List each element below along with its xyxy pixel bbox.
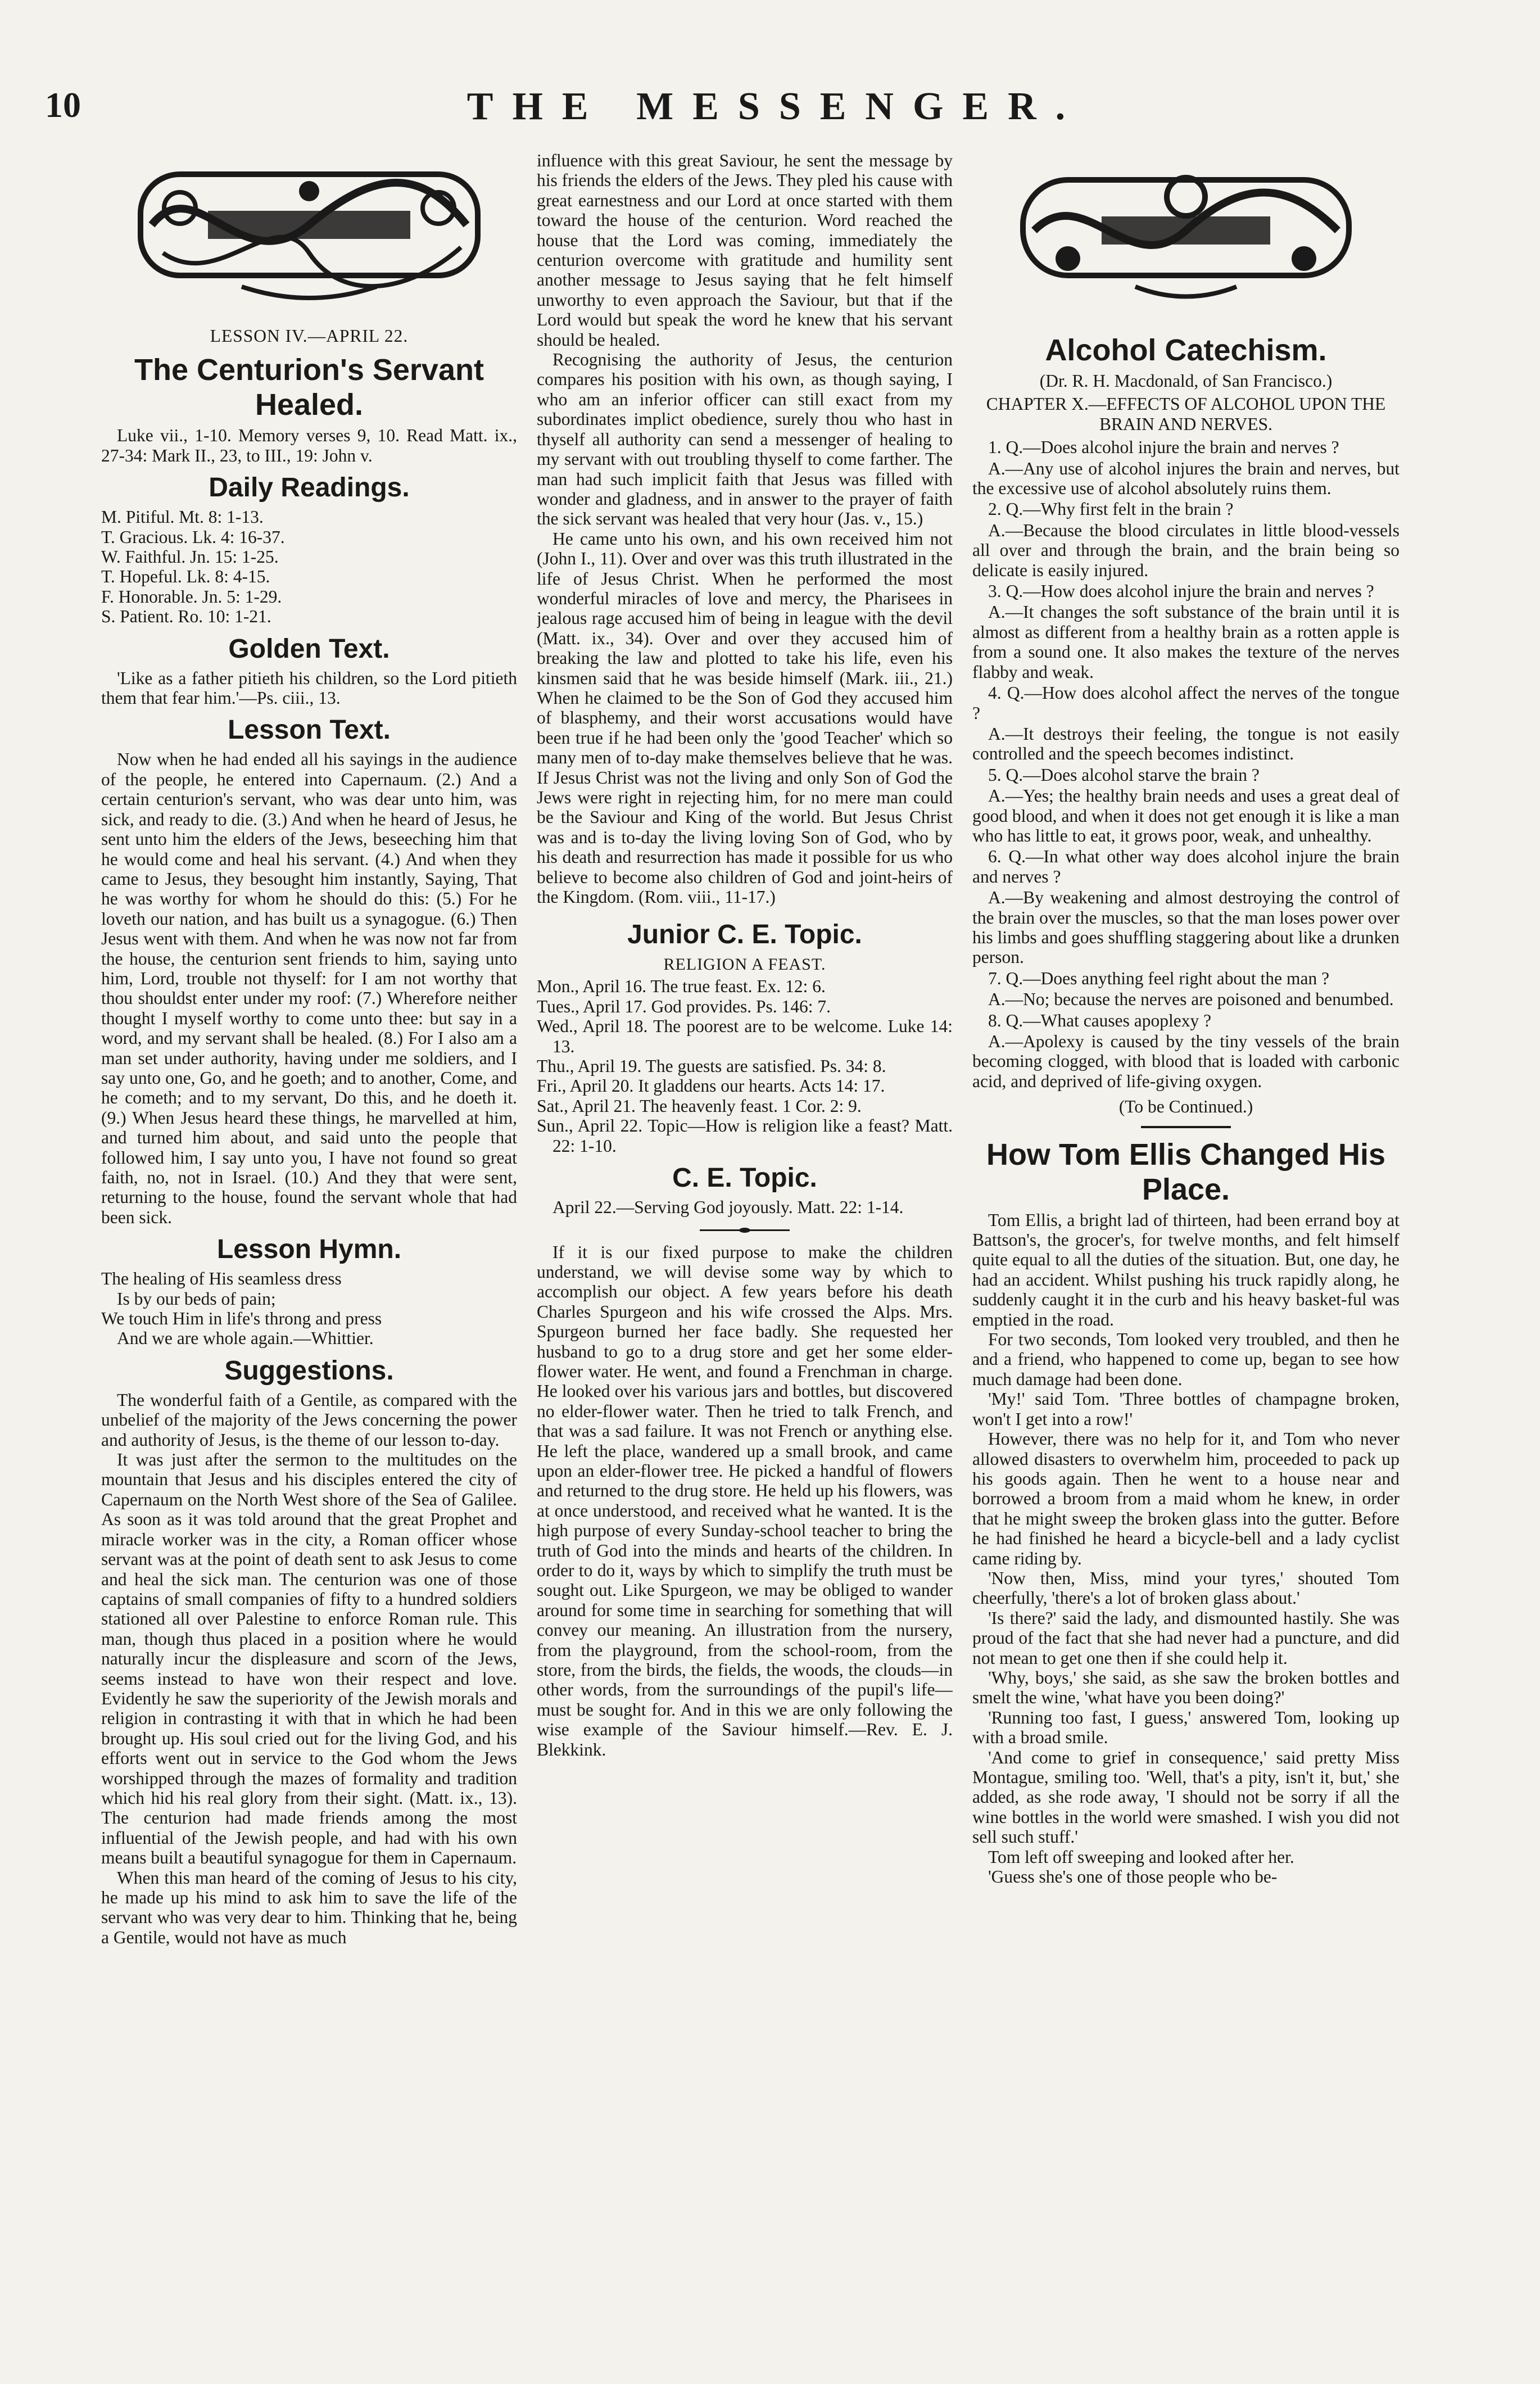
suggestions-paragraph: The wonderful faith of a Gentile, as compared with the unbelief of the majority of the Jews concerning the power and authority of Jesus, is the theme of our lesson to-day. xyxy=(101,1390,517,1450)
ce-topic: April 22.—Serving God joyously. Matt. 22: 1-14. xyxy=(552,1197,904,1218)
sunday-school-banner xyxy=(101,157,517,326)
junior-ce-subheading: RELIGION A FEAST. xyxy=(663,955,826,974)
lesson-continued-paragraph: Recognising the authority of Jesus, the centurion compares his position with his own, as though saying, I who am an inferior officer can still exact from my subordinates implict obedience, surely thou who hast in thyself all authority can send a messenger of healing to my servant with out troubling thyself to come farther. The man had such implicit faith that Jesus was filled with wonder and gladness, and in answer to the prayer of faith the sick servant was healed that very hour (Jas. v., 15.) xyxy=(537,350,953,529)
golden-text: 'Like as a father pitieth his children, so the Lord pitieth them that fear him.'—Ps. ciii., 13. xyxy=(101,668,517,708)
catechism-item: A.—By weakening and almost destroying the control of the brain over the muscles, so that the man loses power over his limbs and goes shuffling staggering about like a drunken person. xyxy=(972,888,1399,967)
daily-reading: F. Honorable. Jn. 5: 1-29. xyxy=(101,586,282,607)
page-number: 10 xyxy=(45,85,81,125)
lesson-text-heading: Lesson Text. xyxy=(228,715,391,745)
junior-ce-heading: Junior C. E. Topic. xyxy=(627,920,862,950)
lesson-hymn xyxy=(101,1269,517,1349)
catechism-item: A.—Any use of alcohol injures the brain and nerves, but the excessive use of alcohol absolutely ruins them. xyxy=(972,458,1399,499)
catechism-item: 1. Q.—Does alcohol injure the brain and nerves ? xyxy=(988,437,1339,458)
suggestions-paragraph: When this man heard of the coming of Jesus to his city, he made up his mind to ask him to save the life of the servant who was very dear to him. Thinking that he, being a Gentile, would not have as much xyxy=(101,1867,517,1947)
catechism-item: A.—It destroys their feeling, the tongue is not easily controlled and the speech becomes indistinct. xyxy=(972,723,1399,764)
column-temperance xyxy=(972,157,1399,2367)
catechism-heading: Alcohol Catechism. xyxy=(1045,333,1327,367)
junior-ce-list xyxy=(537,976,953,1156)
paper-title: THE MESSENGER. xyxy=(466,85,1085,128)
lesson-text: Now when he had ended all his sayings in the audience of the people, he entered into Capernaum. (2.) And a certain centurion's servant, who was dear unto him, was sick, and ready to die. (3.) And when he heard of Jesus, he sent unto him the elders of the Jews, beseeching him that he would come and heal his servant. (4.) And when they came to Jesus, they besought him instantly, Saying, That he was worthy for whom he should do this: (5.) For he loveth our nation, and has built us a synagogue. (6.) Then Jesus went with them. And when he was now not far from the house, the centurion sent friends to him, saying unto him, Lord, trouble not thyself: for I am not worthy that thou shouldst enter under my roof: (7.) Wherefore neither thought I myself worthy to come unto thee: but say in a word, and my servant shall be healed. (8.) For I also am a man set under authority, having under me soldiers, and I say unto one, Go, and he goeth; and to another, Come, and he cometh; and to my servant, Do this, and he doeth it. (9.) When Jesus heard these things, he marvelled at him, and turned him about, and said unto the people that followed him, I say unto you, I have not found so great faith, no, not in Israel. (10.) And they that were sent, returning to the house, found the servant whole that had been sick. xyxy=(101,749,517,1227)
temperance-banner xyxy=(972,157,1399,326)
junior-ce-day: Sat., April 21. The heavenly feast. 1 Cor. 2: 9. xyxy=(537,1096,862,1116)
to-be-continued: (To be Continued.) xyxy=(1118,1097,1253,1117)
hymn-line: And we are whole again.—Whittier. xyxy=(117,1328,374,1349)
hymn-line: Is by our beds of pain; xyxy=(117,1288,276,1309)
daily-reading: T. Hopeful. Lk. 8: 4-15. xyxy=(101,567,270,587)
catechism-chapter: CHAPTER X.—EFFECTS OF ALCOHOL UPON THE BRAIN AND NERVES. xyxy=(986,394,1386,434)
story-paragraph: 'Guess she's one of those people who be- xyxy=(988,1867,1278,1887)
catechism-item: 5. Q.—Does alcohol starve the brain ? xyxy=(988,764,1260,785)
catechism-item: 8. Q.—What causes apoplexy ? xyxy=(988,1010,1212,1030)
lesson-continued-paragraph: He came unto his own, and his own received him not (John I., 11). Over and over was this truth illustrated in the life of Jesus Christ. When he performed the most wonderful miracles of love and mercy, the Pharisees in jealous rage accused him of being in league with the devil (Matt. ix., 34). Over and over they accused him of breaking the law and plotted to take his life, even his kinsmen said that he was beside himself (Mark. iii., 21.) When he claimed to be the Son of God they accused him of blasphemy, and their worst accusations would have been true if he had been only the 'good Teacher' which so many men of to-day make themselves believe that he was. If Jesus Christ was not the living and only Son of God the Jews were right in rejecting him, for no mere man could be the Saviour and King of the world. But Jesus Christ was and is to-day the living loving Son of God, who by his death and resurrection has made it possible for us who believe to become also children of God and joint-heirs of the Kingdom. (Rom. viii., 11-17.) xyxy=(537,528,953,907)
daily-readings-heading: Daily Readings. xyxy=(209,473,410,503)
suggestions-heading: Suggestions. xyxy=(224,1355,394,1386)
lesson-continued-paragraph: influence with this great Saviour, he sent the message by his friends the elders of the Jews. They pled his cause with great earnestness and our Lord at once started with them toward the house of the centurion. Word reached the house that the Lord was coming, immediately the centurion overcome with gratitude and humility sent another message to Jesus saying that he felt himself unworthy to even approach the Saviour, but that if the Lord would but speak the word he knew that his servant should be healed. xyxy=(537,151,953,350)
catechism-item: A.—Yes; the healthy brain needs and uses a great deal of good blood, and when it does not get enough it is like a man who has little to eat, it grows poor, weak, and unhealthy. xyxy=(972,786,1399,845)
masthead xyxy=(45,84,1506,135)
catechism-item: 7. Q.—Does anything feel right about the man ? xyxy=(988,968,1330,988)
spurgeon-paragraph: If it is our fixed purpose to make the children understand, we will devise some way by which to accomplish our object. A few years before his death Charles Spurgeon and his wife crossed the Alps. Mrs. Spurgeon burned her face badly. She requested her husband to go to a drug store and get her some elder-flower water. He went, and found a Frenchman in charge. He looked over his various jars and bottles, but discovered no elder-flower water. Then he tried to talk French, and that was a sad failure. It was not French or anything else. He left the place, wandered up a small brook, and came upon an elder-flower tree. He picked a handful of flowers and returned to the drug store. He held up his flowers, was at once understood, and received what he wanted. It is the high purpose of every Sunday-school teacher to bring the truth of God into the minds and hearts of the children. In order to do it, ways by which to simplify the truth must be sought out. Like Spurgeon, we may be obliged to wander around for some time in searching for something that will convey our meaning. An illustration from the nursery, from the playground, from the school-room, from the store, from the birds, the fields, the woods, the clouds—in other words, from the surroundings of the pupil's life—must be sought for. And in this we are only following the wise example of the Saviour himself.—Rev. E. J. Blekkink. xyxy=(537,1242,953,1759)
catechism-author: (Dr. R. H. Macdonald, of San Francisco.) xyxy=(1039,371,1333,391)
junior-ce-day: Tues., April 17. God provides. Ps. 146: 7. xyxy=(537,996,831,1016)
story-paragraph: 'My!' said Tom. 'Three bottles of champagne broken, won't I get into a row!' xyxy=(972,1389,1399,1429)
column-sunday-school xyxy=(101,157,517,2367)
junior-ce-day: Thu., April 19. The guests are satisfied. Ps. 34: 8. xyxy=(537,1056,886,1076)
lesson-number: LESSON IV.—APRIL 22. xyxy=(210,326,409,346)
story-paragraph: However, there was no help for it, and Tom who never allowed disasters to overwhelm him, proceeded to pack up his goods again. Then he went to a house near and borrowed a broom from a maid whom he knew, in order that he might sweep the broken glass into the gutter. Before he had finished he heard a bicycle-bell and a lady cyclist came riding by. xyxy=(972,1429,1399,1568)
story-paragraph: 'And come to grief in consequence,' said pretty Miss Montague, smiling too. 'Well, that's a pity, isn't it, but,' she added, as she rode away, 'I should not be sorry if all the wine bottles in the world were smashed. I wish you did not sell such stuff.' xyxy=(972,1747,1399,1847)
catechism-item: 2. Q.—Why first felt in the brain ? xyxy=(988,499,1234,519)
ornamental-banner-icon xyxy=(1006,157,1366,309)
lesson-hymn-heading: Lesson Hymn. xyxy=(216,1234,402,1265)
catechism-list xyxy=(972,437,1399,1091)
suggestions-paragraph: It was just after the sermon to the multitudes on the mountain that Jesus and his disciples entered the city of Capernaum on the North West shore of the Sea of Galilee. As soon as it was told around that the great Prophet and miracle worker was in the city, a Roman officer whose servant was at the point of death sent to ask Jesus to come and heal the sick man. The centurion was one of those captains of small companies of fifty to a hundred soldiers stationed all over Palestine to enforce Roman rule. This man, though thus placed in a position where he would naturally incur the displeasure and scorn of the Jews, seems instead to have won their respect and love. Evidently he saw the superiority of the Jewish morals and religion in contrasting it with that in which he had been brought up. His soul cried out for the living God, and his efforts went out in service to the God whom the Jews worshipped through the mazes of formality and tradition which hid his real glory from their sight. (Matt. ix., 13). The centurion had made friends among the most influential of the Jewish people, and had with his own means built a beautiful synagogue for them in Capernaum. xyxy=(101,1450,517,1868)
catechism-item: 6. Q.—In what other way does alcohol injure the brain and nerves ? xyxy=(972,847,1399,886)
hymn-line: We touch Him in life's throng and press xyxy=(101,1309,382,1329)
golden-text-heading: Golden Text. xyxy=(228,634,390,664)
story-paragraph: 'Why, boys,' she said, as she saw the broken bottles and smelt the wine, 'what have you been doing?' xyxy=(972,1667,1399,1708)
catechism-item: A.—It changes the soft substance of the brain until it is almost as different from a healthy brain as a rotten apple is from a sound one. It also makes the texture of the nerves flabby and weak. xyxy=(972,602,1399,682)
section-divider xyxy=(1141,1126,1231,1128)
ornamental-banner-icon xyxy=(129,157,489,309)
ce-topic-heading: C. E. Topic. xyxy=(672,1163,817,1193)
catechism-item: A.—Because the blood circulates in little blood-vessels all over and through the brain, and the brain being so delicate is easily injured. xyxy=(972,520,1399,580)
story-paragraph: Tom left off sweeping and looked after her. xyxy=(988,1847,1294,1867)
daily-reading: T. Gracious. Lk. 4: 16-37. xyxy=(101,527,285,547)
story-paragraph: 'Is there?' said the lady, and dismounted hastily. She was proud of the fact that she had never had a puncture, and did not mean to get one then if she could help it. xyxy=(972,1608,1399,1668)
story-paragraph: Tom Ellis, a bright lad of thirteen, had been errand boy at Battson's, the grocer's, for twelve months, and felt himself quite equal to all the duties of the situation. But, one day, he had an accident. Whilst pushing his truck rapidly along, he suddenly caught it in the curb and his heavy basket-ful was emptied in the road. xyxy=(972,1210,1399,1329)
lesson-refs: Luke vii., 1-10. Memory verses 9, 10. Read Matt. ix., 27-34: Mark II., 23, to III., 19: John v. xyxy=(101,426,517,465)
daily-reading: M. Pitiful. Mt. 8: 1-13. xyxy=(101,507,264,527)
junior-ce-day: Sun., April 22. Topic—How is religion like a feast? Matt. 22: 1-10. xyxy=(537,1116,953,1156)
hymn-line: The healing of His seamless dress xyxy=(101,1269,342,1289)
junior-ce-day: Wed., April 18. The poorest are to be welcome. Luke 14: 13. xyxy=(537,1016,953,1056)
catechism-item: 3. Q.—How does alcohol injure the brain and nerves ? xyxy=(988,581,1374,601)
daily-reading: S. Patient. Ro. 10: 1-21. xyxy=(101,607,271,627)
daily-readings-list xyxy=(101,507,517,626)
junior-ce-day: Mon., April 16. The true feast. Ex. 12: 6. xyxy=(537,976,826,997)
column-lesson-continued xyxy=(537,151,953,2360)
lesson-title: The Centurion's Servant Healed. xyxy=(134,353,484,422)
story-paragraph: For two seconds, Tom looked very troubled, and then he and a friend, who happened to come up, began to see how much damage had been done. xyxy=(972,1329,1399,1389)
catechism-item: 4. Q.—How does alcohol affect the nerves of the tongue ? xyxy=(972,683,1399,723)
tom-ellis-heading: How Tom Ellis Changed His Place. xyxy=(986,1137,1386,1206)
catechism-item: A.—No; because the nerves are poisoned and benumbed. xyxy=(988,989,1394,1010)
section-divider xyxy=(700,1228,790,1232)
junior-ce-day: Fri., April 20. It gladdens our hearts. Acts 14: 17. xyxy=(537,1076,885,1096)
daily-reading: W. Faithful. Jn. 15: 1-25. xyxy=(101,547,279,567)
story-paragraph: 'Now then, Miss, mind your tyres,' shouted Tom cheerfully, 'there's a lot of broken glass about.' xyxy=(972,1568,1399,1608)
story-paragraph: 'Running too fast, I guess,' answered Tom, looking up with a broad smile. xyxy=(972,1707,1399,1748)
catechism-item: A.—Apolexy is caused by the tiny vessels of the brain becoming clogged, with blood that is loaded with carbonic acid, and deprived of life-giving oxygen. xyxy=(972,1032,1399,1091)
